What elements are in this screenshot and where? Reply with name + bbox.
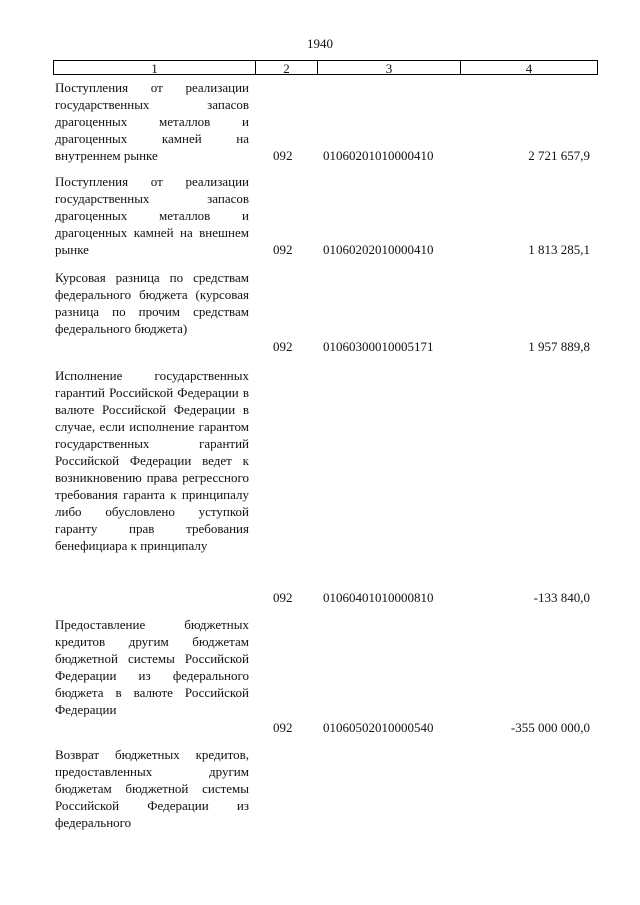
row-kbk: 01060502010000540 [323, 720, 434, 735]
row-code: 092 [273, 339, 293, 354]
page-number: 1940 [307, 36, 333, 51]
row-description: Поступления от реализации государственных запасов драгоценных металлов и драгоценных камней на внешнем рынке [55, 174, 249, 257]
row-code: 092 [273, 148, 293, 163]
row-kbk: 01060300010005171 [323, 339, 434, 354]
table-header [53, 60, 598, 75]
row-kbk: 01060201010000410 [323, 148, 434, 163]
row-description: Возврат бюджетных кредитов, предоставленных другим бюджетам бюджетной системы Российской Федерации из федерального [55, 747, 249, 830]
header-col-4: 4 [525, 61, 533, 76]
header-col-3: 3 [318, 61, 461, 74]
row-description: Исполнение государственных гарантий Российской Федерации в валюте Российской Федерации в случае, если исполнение гарантом государственных гарантий Российской Федерации ведет к возникновению права регрессного требования гаранта к принципалу либо обусловлено уступкой гаранту прав требования бенефициара к принципалу [55, 368, 249, 553]
row-kbk: 01060401010000810 [323, 590, 434, 605]
row-amount: -355 000 000,0 [510, 720, 590, 735]
row-description: Предоставление бюджетных кредитов другим бюджетам бюджетной системы Российской Федерации из федерального бюджета в валюте Российской Федерации [55, 617, 249, 717]
row-amount: 1 957 889,8 [528, 339, 590, 354]
row-kbk: 01060202010000410 [323, 242, 434, 257]
row-code: 092 [273, 590, 293, 605]
row-description: Курсовая разница по средствам федерального бюджета (курсовая разница по прочим средствам федерального бюджета) [55, 270, 249, 336]
header-col-2: 2 [256, 61, 318, 74]
row-description: Поступления от реализации государственных запасов драгоценных металлов и драгоценных камней на внутреннем рынке [55, 80, 249, 163]
row-amount: 1 813 285,1 [528, 242, 590, 257]
row-code: 092 [273, 720, 293, 735]
row-amount: 2 721 657,9 [528, 148, 590, 163]
row-code: 092 [273, 242, 293, 257]
row-amount: -133 840,0 [533, 590, 590, 605]
header-col-1: 1 [54, 61, 256, 74]
